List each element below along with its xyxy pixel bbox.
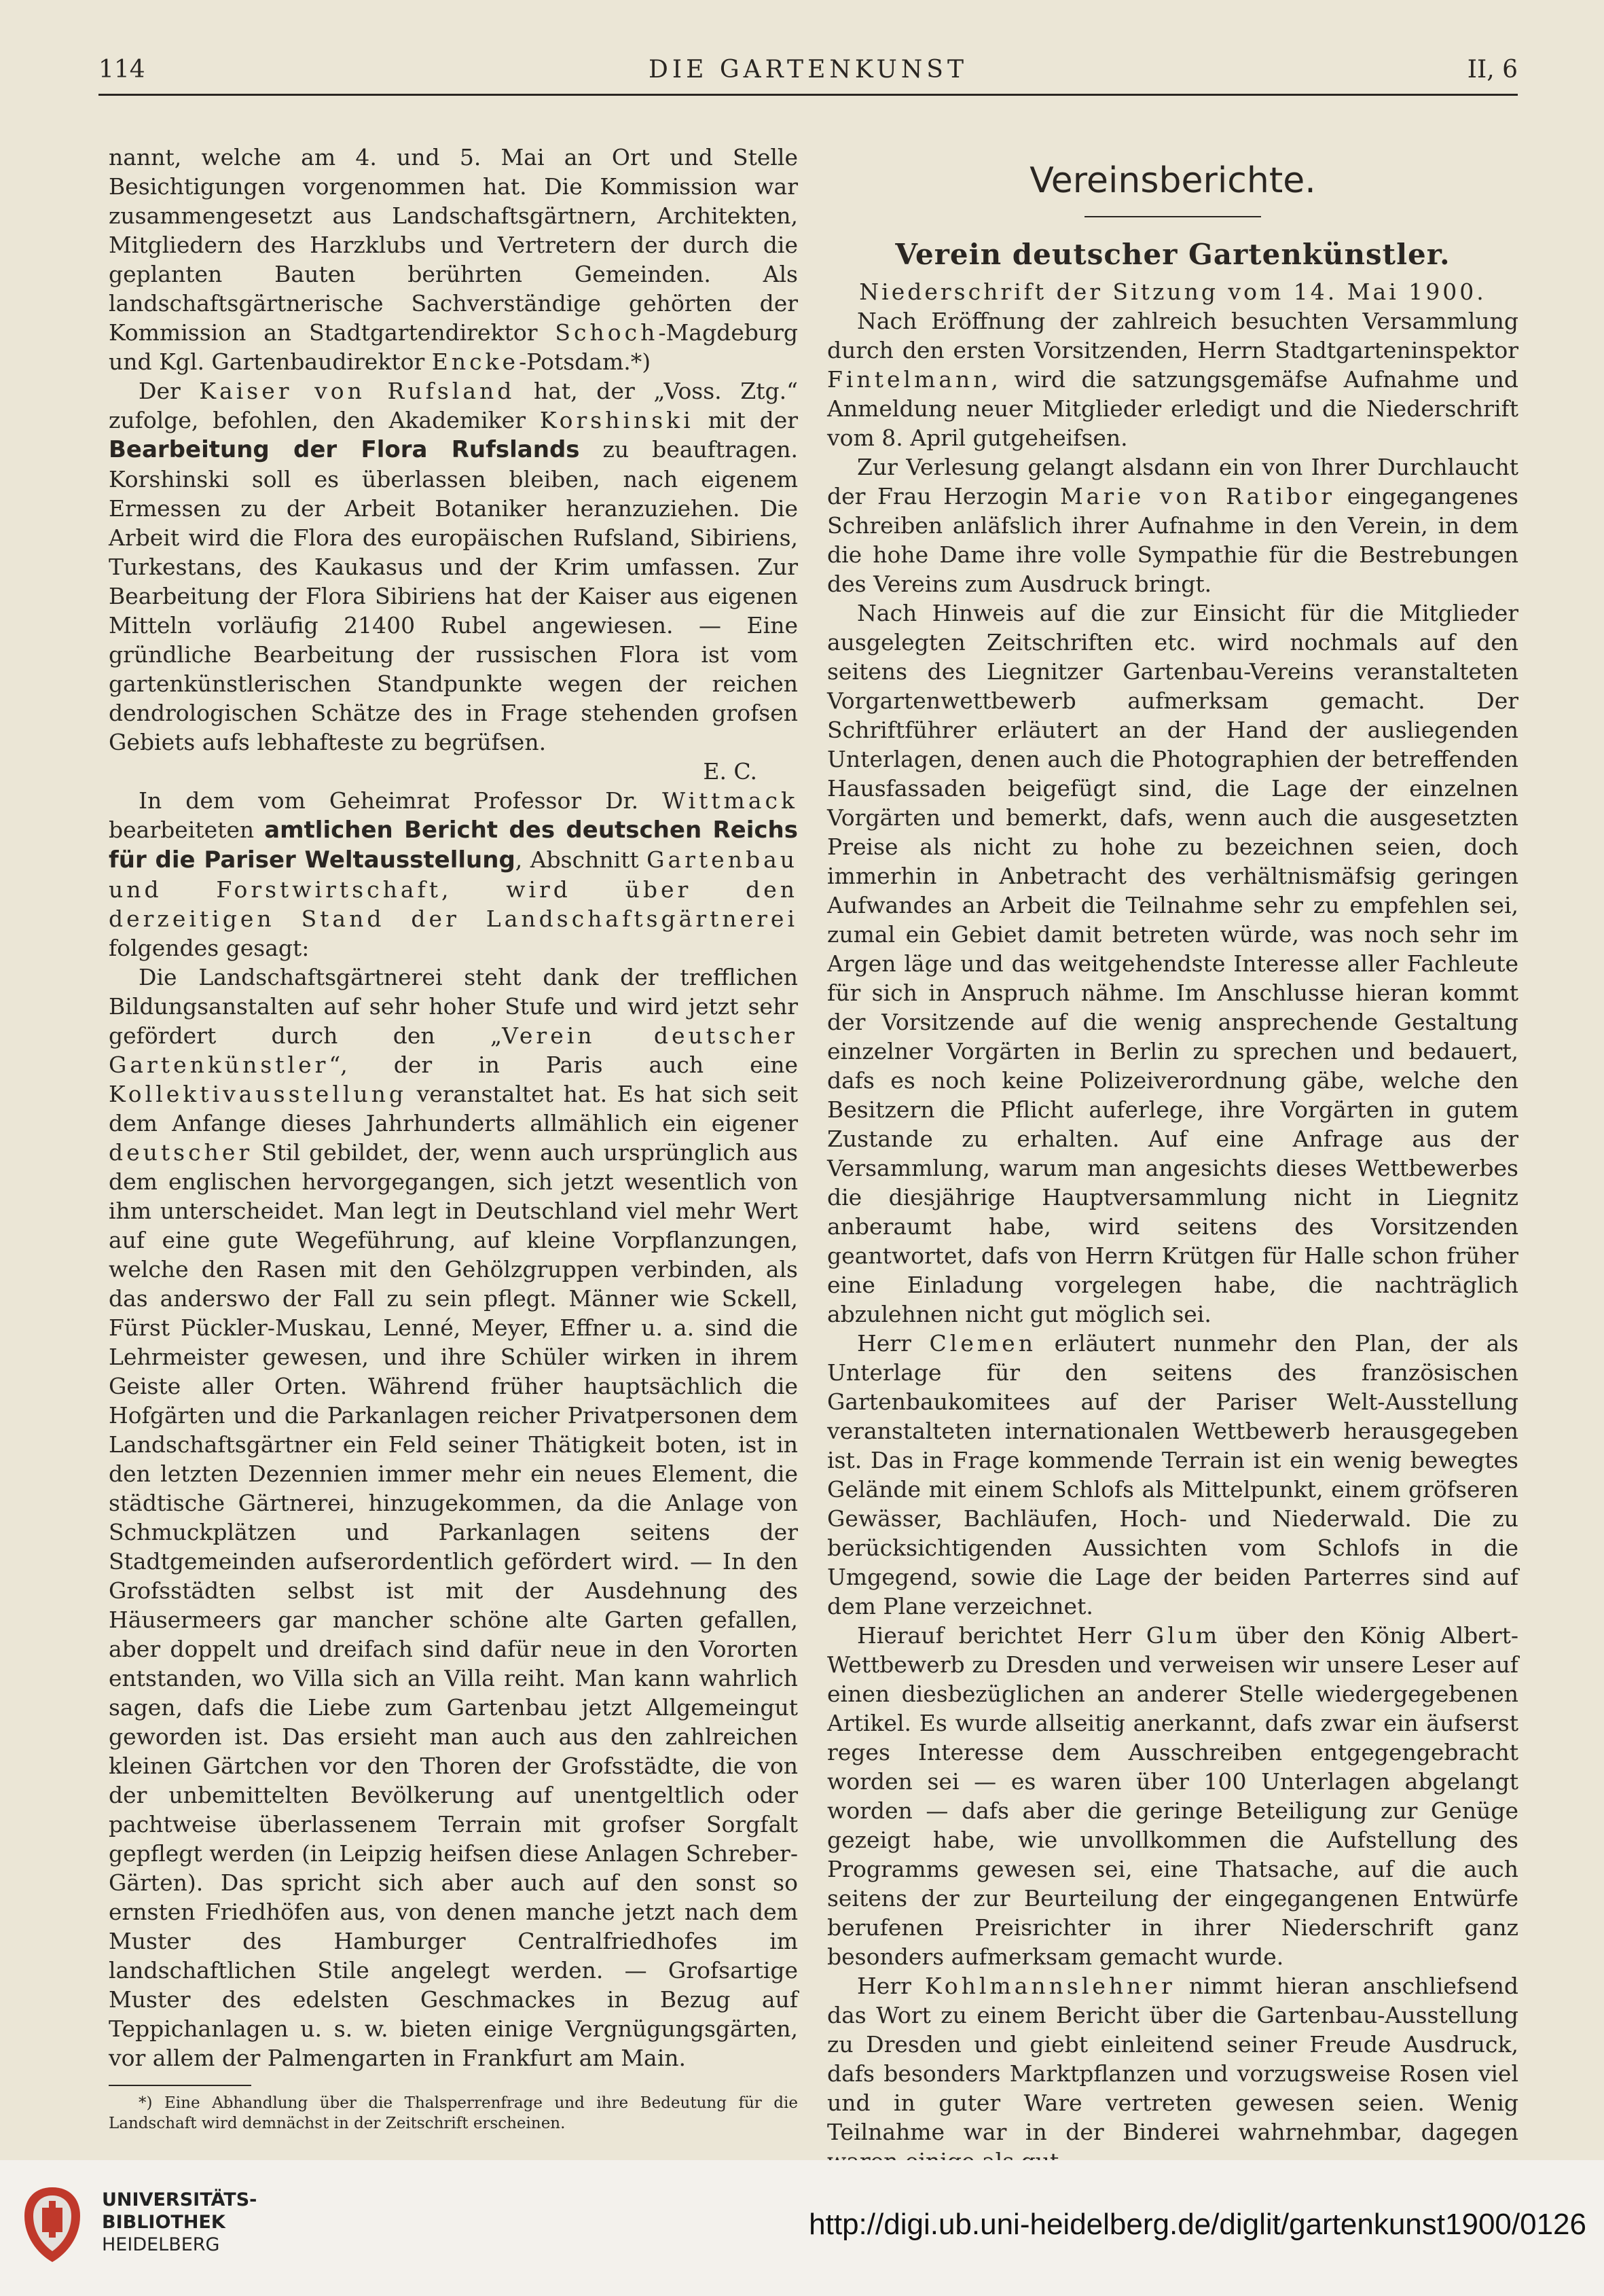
paragraph-kohlmannslehner: Herr Kohlmannslehner nimmt hieran anschliefsend das Wort zu einem Bericht über die Gartenbau-Ausstellung zu Dresden und giebt einleitend seiner Freude Ausdruck, dafs besonders Marktpflanzen und vorzugsweise Rosen viel und in guter Ware vertreten gewesen seien. Wenig Teilnahme war in der Binderei wahrnehmbar, dagegen bbox=[827, 1973, 1519, 2145]
university-seal-icon bbox=[15, 2182, 90, 2267]
paragraph-landscape-gardening: Die Landschaftsgärtnerei steht dank der trefflichen Bildungsanstalten auf sehr hoher Stufe und wird jetzt sehr gefördert durch den „Verein deutscher Gartenkünstler“, der in Paris auch eine Kollektivausstellung veranstaltet hat. Es hat sich seit dem Anfange dieses Jahrhunderts allmählich ein eigener deutscher Stil gebildet, der, wenn auch ursprünglich aus dem englischen hervorgegangen, sich jetzt wesentlich von ihm unterscheidet. Man legt in Deutschland viel mehr Wert auf eine gute Wegeführung, auf kleine Vorpflanzungen, welche den Rasen mit den Gehölzgruppen verbinden, als das anderswo der Fall zu sein pflegt. Männer wie Sckell, Fürst Pückler-Muskau, Lenné, Meyer, Effner u. a. sind die Lehrmeister gewesen, und ihre Schüler wirken in ihrem Geiste aller Orten. Während früher hauptsächlich die Hofgärten und die Parkanlagen reicher Privatpersonen dem Landschaftsgärtner ein Feld seiner Thätigkeit boten, ist in den letzten Dezennien immer mehr ein neues Element, die städtische Gärtnerei, hinzugekommen, da die Anlage von Schmuckplätzen und Parkanlagen seitens der Stadtgemeinden aufserordentlich gefördert wird. — In den Grofsstädten selbst ist mit der Ausdehnung des Häusermeers gar mancher schöne alte Garten gefallen, aber doppelt und dreifach sind dafür neue in den Vororten entstanden, wo Villa sich an Villa reiht. Man kann wahrlich sagen, dafs die Liebe zum Gartenbau jetzt Allgemeingut geworden ist. Das ersieht man auch aus den zahlreichen kleinen Gärtchen vor den Thoren der Grofsstädte, die von der unbemittelten Bevölkerung auf unentgeltlich oder pachtweise überlassenem Terrain mit grofser Sorgfalt gepflegt werden (in Leipzig heifsen diese Anlagen Schreber-Gärten). Das spricht sich aber auch auf den sonst so ernsten Friedhöfen aus, von denen manche jetzt nach dem Muster des Hamburger Centralfriedhofes im landschaftlichen Stile angelegt werden. — Grofsartige Muster des edelsten Geschmackes in Bezug auf Teppichanlagen u. s. w. bieten einige Vergnügungsgärten, vor allem der Palmengarten in Frankfurt am Main. bbox=[109, 964, 799, 2071]
society-title: Verein deutscher Gartenkünstler. bbox=[895, 238, 1451, 271]
person-name: Kohlmannslehner bbox=[924, 1973, 1175, 1999]
section-divider bbox=[1084, 216, 1261, 217]
emphasis-text: Verein deutscher Gartenkünstler bbox=[109, 1022, 799, 1078]
emphasis-text: deutscher bbox=[109, 1139, 253, 1166]
person-name: Korshinski bbox=[539, 407, 694, 433]
person-name: Clemen bbox=[929, 1330, 1036, 1357]
library-name: UNIVERSITÄTS- BIBLIOTHEK HEIDELBERG bbox=[102, 2189, 257, 2255]
person-name: Encke bbox=[431, 348, 520, 375]
paragraph-liegnitz: Nach Hinweis auf die zur Einsicht für die Mitglieder ausgelegten Zeitschriften etc. wird nochmals auf den seitens des Liegnitzer Gartenbau-Vereins veranstalteten Vorgartenwettbewerb aufmerksam gemacht. Der Schriftführer erläutert an der Hand der ausliegenden Unterlagen, denen auch die Photographien der betreffenden Hausfassaden beigefügt sind, die Lage der einzelnen Vorgärten und bemerkt, dafs, wenn auch die ausgesetzten Preise als nicht zu hohe zu bezeichnen seien, doch immerhin in Anbetracht des verhältnismäfsig geringen Aufwandes an Arbeit die Teilnahme sehr zu empfehlen sei, zumal ein Gebiet damit betreten würde, was noch sehr im Argen läge und das weitgehendste Interesse aller Fachleute für sich in Anspruch nähme. Im Anschlusse hieran kommt der Vorsitzende auf die wenig ansprechende Gestaltung einzelner Vorgärten in Berlin zu sprechen und bedauert, dafs es noch keine Polizeiverordnung gäbe, welche den Besitzern die Pflicht auferlege, ihre Vorgärten in gutem Zustande zu erhalten. Auf eine Anfrage aus der Versammlung, warum man angesichts dieses Wettbewerbes die diesjährige Hauptversammlung nicht in Liegnitz anberaumt habe, wird seitens des Vorsitzenden geantwortet, dafs von Herrn Krütgen für Halle schon früher eine Einladung vorgelegen habe, die nachträglich abzulehnen nicht gut möglich sei. bbox=[827, 600, 1518, 1327]
person-name: Schoch bbox=[555, 319, 659, 346]
journal-title: DIE GARTENKUNST bbox=[649, 56, 968, 84]
bold-heading-text: Bearbeitung der Flora Rufslands bbox=[109, 436, 580, 463]
person-name: Fintelmann bbox=[827, 366, 991, 393]
source-url-link[interactable]: http://digi.ub.uni-heidelberg.de/diglit/gartenkunst1900/0126 bbox=[809, 2208, 1586, 2241]
footnote-divider bbox=[109, 2085, 251, 2086]
library-footer bbox=[0, 2160, 1604, 2296]
emphasis-text: Gartenbau und Forstwirtschaft, wird über den derzeitigen Stand der Landschaftsgärtnerei bbox=[109, 846, 799, 932]
paragraph-commission: nannt, welche am 4. und 5. Mai an Ort und Stelle Besichtigungen vorgenommen hat. Die Kommission war zusammengesetzt aus Landschaftsgärtnern, Architekten, Mitgliedern des Harzklubs und Vertretern der durch die geplanten Bauten berührten Gemeinden. Als landschaftsgärtnerische Sachverständige gehörten der Kommission an Stadtgartendirektor Schoch-Magdeburg und Kgl. Gartenbaudirektor Encke-Potsdam.*) bbox=[109, 144, 798, 375]
page-header bbox=[98, 53, 1518, 96]
right-column bbox=[827, 143, 1518, 2176]
paragraph-letter: Zur Verlesung gelangt alsdann ein von Ihrer Durchlaucht der Frau Herzogin Marie von Ratibor eingegangenes Schreiben anläfslich ihrer Aufnahme in den Verein, in dem die hohe Dame ihre volle Sympathie für die Bestrebungen des Vereins zum Ausdruck bringt. bbox=[827, 454, 1518, 597]
page-number: 114 bbox=[98, 56, 145, 84]
paragraph-clemen: Herr Clemen erläutert nunmehr den Plan, der als Unterlage für den seitens des französischen Gartenbaukomitees auf der Pariser Welt-Ausstellung veranstalteten internationalen Wettbewerb herausgegeben ist. Das in Frage kommende Terrain ist ein wenig bewegtes Gelände mit einem Schlofs als Mittelpunkt, einem gröfseren Gewässer, Bachläufen, Hoch- und Niederwald. Die zu berücksichtigenden Aussichten vom Schlofs in die Umgegend, sowie die Lage der beiden Parterres sind auf dem Plane verzeichnet. bbox=[827, 1330, 1518, 1619]
emphasis-text: Kollektivausstellung bbox=[109, 1081, 407, 1107]
section-title: Vereinsberichte. bbox=[1029, 160, 1316, 201]
emphasis-text: Kaiser von Rufsland bbox=[199, 378, 515, 404]
left-column bbox=[109, 143, 798, 2217]
author-initials: E. C. bbox=[703, 758, 757, 785]
footnote: *) Eine Abhandlung über die Thalsperrenfrage und ihre Bedeutung für die Landschaft wird demnächst in der Zeitschrift erscheinen. bbox=[109, 2094, 798, 2132]
paragraph-flora-russia: Der Kaiser von Rufsland hat, der „Voss. Ztg.“ zufolge, befohlen, den Akademiker Korshinski mit der Bearbeitung der Flora Rufslands zu beauftragen. Korshinski soll es überlassen bleiben, nach eigenem Ermessen zu der Arbeit Botaniker heranzuziehen. Die Arbeit wird die Flora des europäischen Rufsland, Sibiriens, Turkestans, des Kaukasus und der Krim umfassen. Zur Bearbeitung der Flora Sibiriens hat der Kaiser aus eigenen Mitteln vorläufig 21400 Rubel angewiesen. — Eine gründliche Bearbeitung der russischen Flora ist vom gartenkünstlerischen Standpunkte wegen der reichen dendrologischen Schätze des in Frage stehenden grofsen Gebiets aufs lebhafteste zu begrüfsen. bbox=[109, 378, 798, 755]
volume-issue: II, 6 bbox=[1467, 56, 1518, 84]
person-name: Wittmack bbox=[662, 787, 798, 814]
paragraph-opening: Nach Eröffnung der zahlreich besuchten Versammlung durch den ersten Vorsitzenden, Herrn Stadtgarteninspektor Fintelmann, wird die satzungsgemäfse Aufnahme und Anmeldung neuer Mitglieder erledigt und die Niederschrift vom 8. April gutgeheifsen. bbox=[827, 308, 1518, 451]
person-name: Glum bbox=[1146, 1622, 1221, 1649]
person-name: Marie von Ratibor bbox=[1059, 483, 1336, 509]
bold-heading-text: amtlichen Bericht des deutschen Reichs für die Pariser Weltausstellung bbox=[109, 817, 798, 874]
paragraph-glum: Hierauf berichtet Herr Glum über den König Albert-Wettbewerb zu Dresden und verweisen wir unsere Leser auf einen diesbezüglichen an anderer Stelle wiedergegebenen Artikel. Es wurde allseitig anerkannt, dafs zwar ein äufserst reges Interesse dem Ausschreiben entgegengebracht worden sei — es waren über 100 Unterlagen abgelangt worden — dafs aber die geringe Beteiligung zur Genüge gezeigt habe, wie unvollkommen die Aufstellung des Programms gewesen sei, eine Thatsache, auf die auch seitens der zur Beurteilung der eingegangenen Entwürfe berufenen Preisrichter in ihrer Niederschrift ganz besonders aufmerksam gemacht wurde. bbox=[827, 1622, 1519, 1970]
minutes-heading: Niederschrift der Sitzung vom 14. Mai 1900. bbox=[859, 279, 1487, 305]
paragraph-official-report: In dem vom Geheimrat Professor Dr. Wittmack bearbeiteten amtlichen Bericht des deutschen Reichs für die Pariser Weltausstellung, Abschnitt Gartenbau und Forstwirtschaft, wird über den derzeitigen Stand der Landschaftsgärtnerei folgendes gesagt: bbox=[109, 787, 799, 961]
